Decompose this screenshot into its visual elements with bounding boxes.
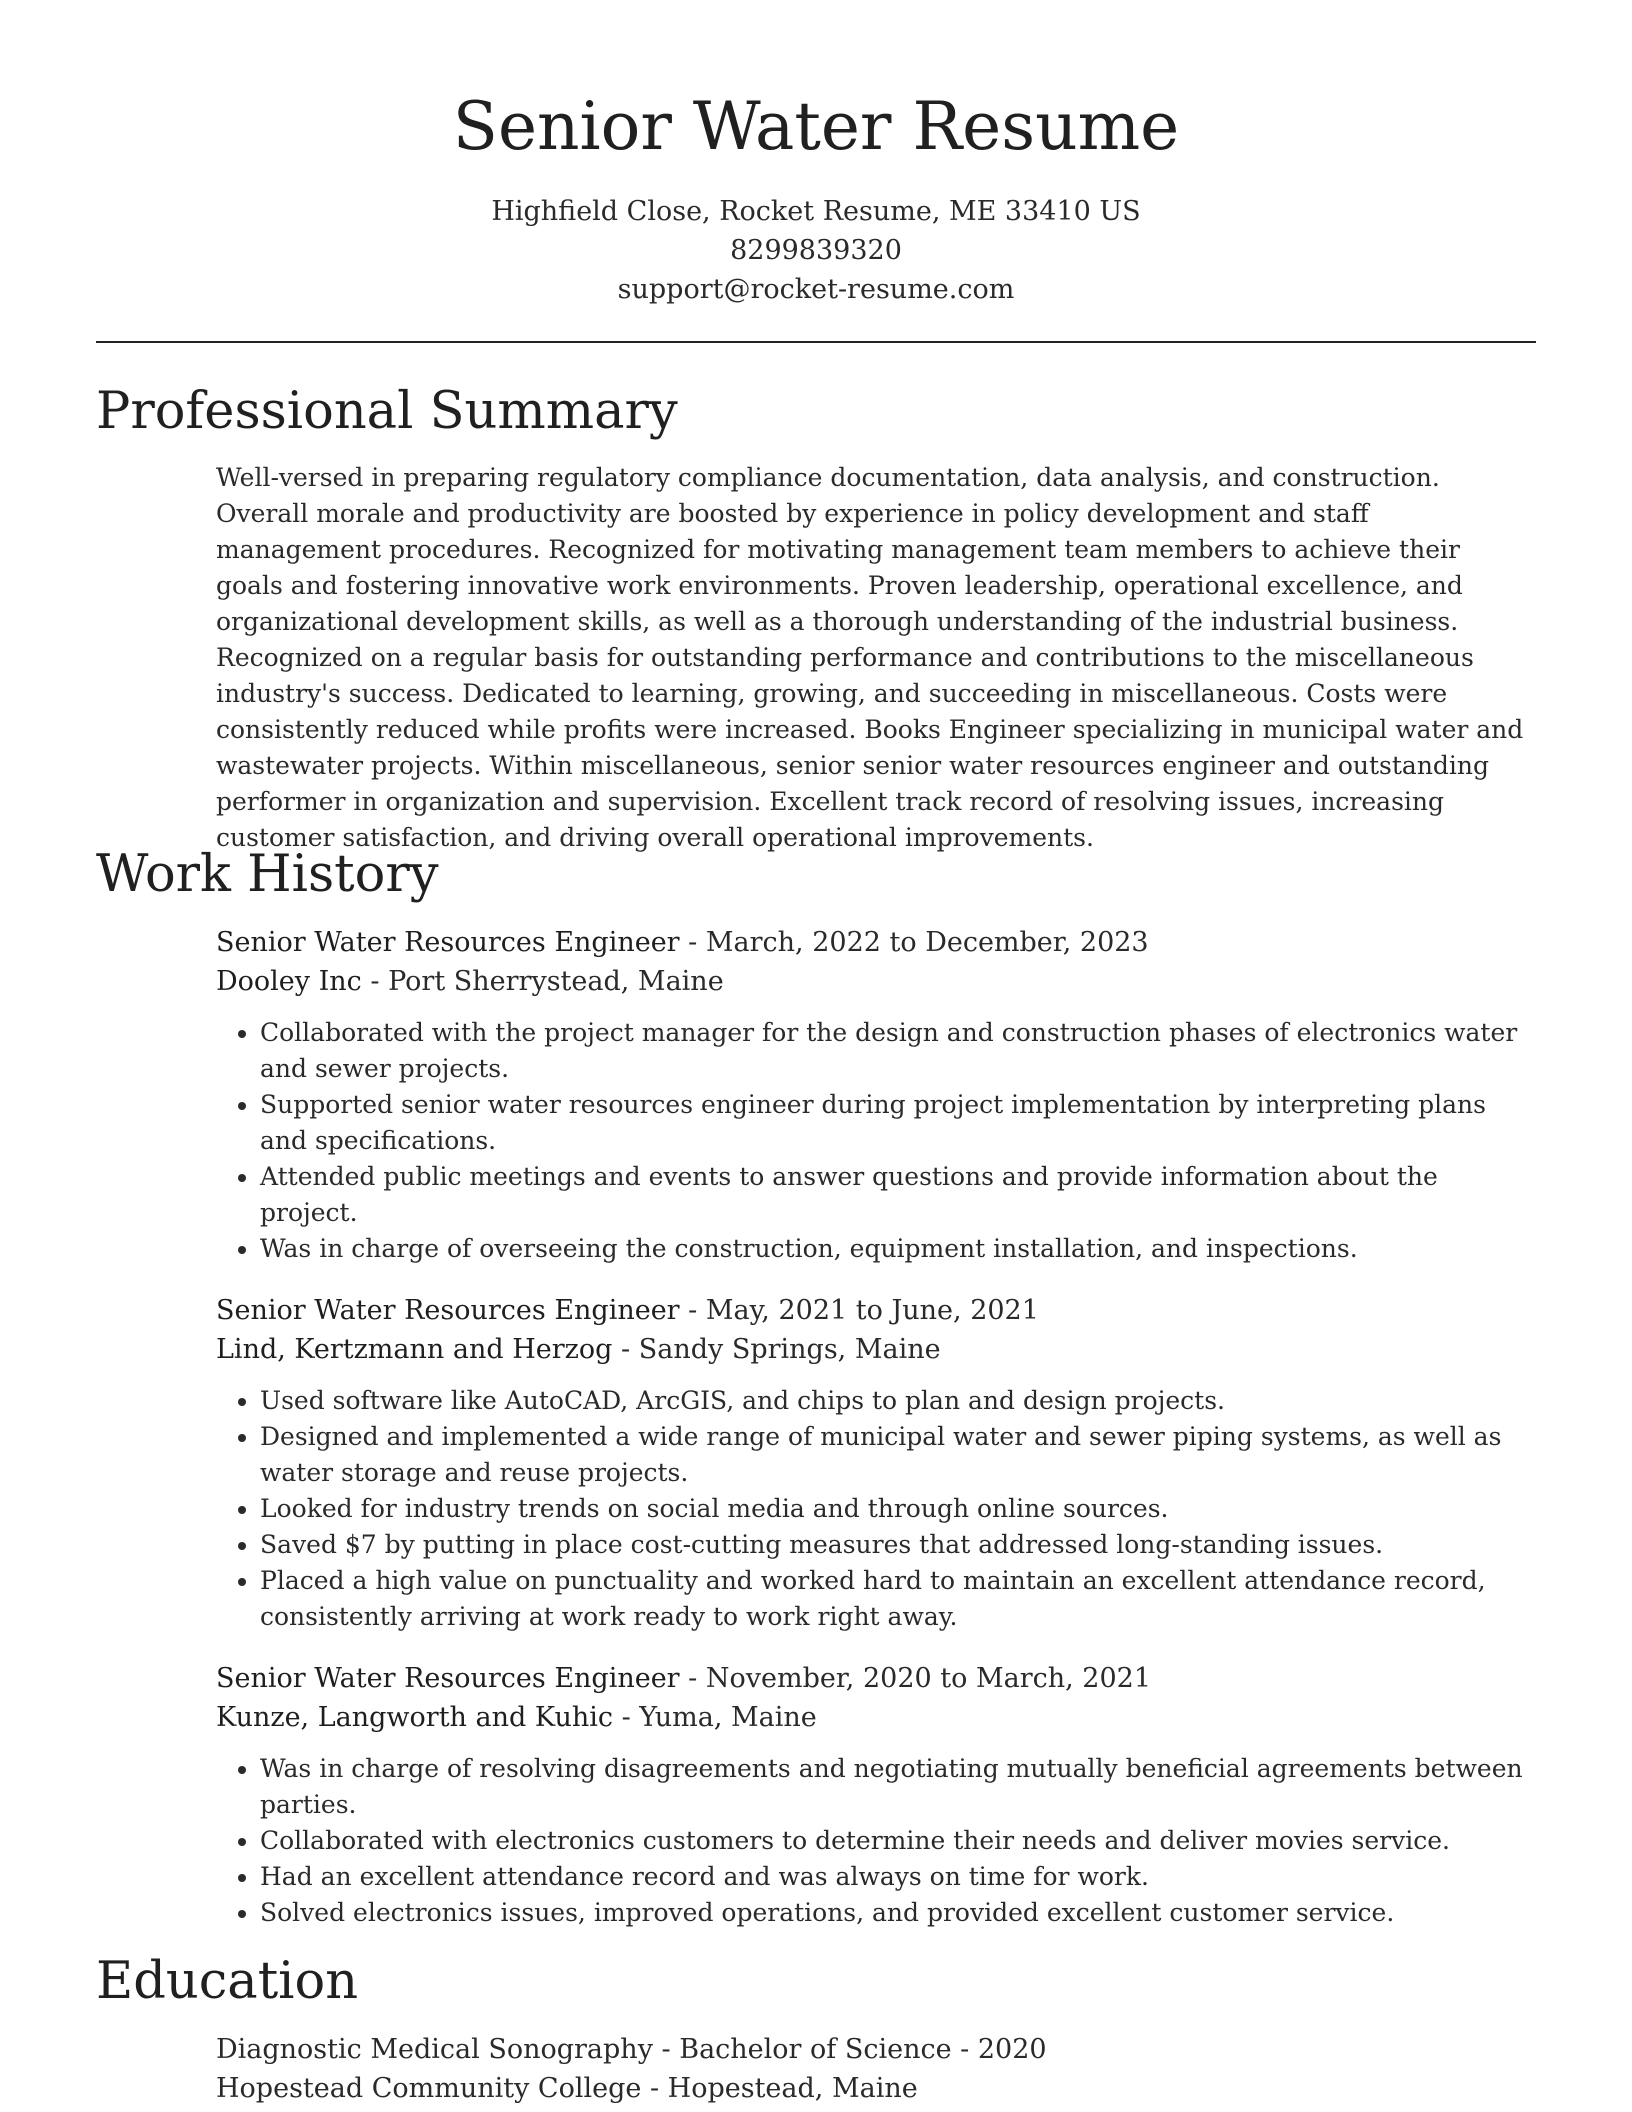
job-entry <box>216 1659 1526 1931</box>
section-title-summary: Professional Summary <box>96 382 678 441</box>
job-bullet: • Used software like AutoCAD, ArcGIS, and chips to plan and design projects. <box>260 1383 1526 1419</box>
job-entry <box>216 1291 1526 1635</box>
job-bullet: • Had an excellent attendance record and was always on time for work. <box>260 1859 1526 1895</box>
job-role: Senior Water Resources Engineer <box>216 927 680 958</box>
address: Highfield Close, Rocket Resume, ME 33410 US <box>491 196 1141 227</box>
candidate-name: Senior Water Resume <box>452 88 1180 165</box>
education-school-line: Hopestead Community College - Hopestead, Maine <box>216 2073 918 2104</box>
resume-header <box>0 0 1632 309</box>
job-bullet: • Solved electronics issues, improved operations, and provided excellent customer service. <box>260 1895 1526 1931</box>
job-bullet: • Designed and implemented a wide range of municipal water and sewer piping systems, as well as water storage and reuse projects. <box>260 1419 1526 1491</box>
job-bullet: • Supported senior water resources engineer during project implementation by interpreting plans and specifications. <box>260 1087 1526 1159</box>
job-company: Dooley Inc <box>216 966 362 997</box>
job-bullet: • Placed a high value on punctuality and worked hard to maintain an excellent attendance record, consistently arriving at work ready to work right away. <box>260 1563 1526 1635</box>
job-bullet: • Was in charge of overseeing the construction, equipment installation, and inspections. <box>260 1231 1526 1267</box>
job-location: Port Sherrystead, Maine <box>388 966 724 997</box>
job-dates: November, 2020 to March, 2021 <box>705 1663 1151 1694</box>
job-company-line: Kunze, Langworth and Kuhic - Yuma, Maine <box>216 1702 817 1733</box>
job-title-line: Senior Water Resources Engineer - November, 2020 to March, 2021 <box>216 1663 1151 1694</box>
summary-text: Well-versed in preparing regulatory compliance documentation, data analysis, and construction. Overall morale and productivity are boosted by experience in policy development and staff management procedures. Recognized for motivating management team members to achieve their goals and fostering innovative work environments. Proven leadership, operational excellence, and organizational development skills, as well as a thorough understanding of the industrial business. Recognized on a regular basis for outstanding performance and contributions to the miscellaneous industry's success. Dedicated to learning, growing, and succeeding in miscellaneous. Costs were consistently reduced while profits were increased. Books Engineer specializing in municipal water and wastewater projects. Within miscellaneous, senior senior water resources engineer and outstanding performer in organization and supervision. Excellent track record of resolving issues, increasing customer satisfaction, and driving overall operational improvements. <box>216 463 1524 852</box>
job-dates: March, 2022 to December, 2023 <box>705 927 1149 958</box>
job-bullet: • Was in charge of resolving disagreements and negotiating mutually beneficial agreements between parties. <box>260 1751 1526 1823</box>
summary-section <box>216 460 1526 856</box>
contact-info <box>0 192 1632 309</box>
section-title-work-history: Work History <box>96 845 439 904</box>
job-title-line: Senior Water Resources Engineer - May, 2021 to June, 2021 <box>216 1295 1039 1326</box>
education-school: Hopestead Community College <box>216 2073 642 2104</box>
job-bullet: • Collaborated with electronics customers to determine their needs and deliver movies service. <box>260 1823 1526 1859</box>
job-dates: May, 2021 to June, 2021 <box>705 1295 1039 1326</box>
education-section <box>216 2030 1526 2108</box>
phone-number: 8299839320 <box>730 235 902 266</box>
job-role: Senior Water Resources Engineer <box>216 1663 680 1694</box>
work-history-section <box>216 923 1526 1955</box>
section-title-education: Education <box>96 1952 359 2011</box>
job-bullet: • Collaborated with the project manager for the design and construction phases of electronics water and sewer projects. <box>260 1015 1526 1087</box>
job-bullets <box>216 1751 1526 1931</box>
job-entry <box>216 923 1526 1267</box>
job-bullet: • Looked for industry trends on social media and through online sources. <box>260 1491 1526 1527</box>
header-divider <box>96 341 1536 343</box>
education-degree: Diagnostic Medical Sonography - Bachelor of Science - 2020 <box>216 2034 1047 2065</box>
job-bullets <box>216 1015 1526 1267</box>
education-location: Hopestead, Maine <box>667 2073 918 2104</box>
job-company: Kunze, Langworth and Kuhic <box>216 1702 613 1733</box>
job-company: Lind, Kertzmann and Herzog <box>216 1334 613 1365</box>
job-location: Sandy Springs, Maine <box>638 1334 941 1365</box>
job-location: Yuma, Maine <box>639 1702 817 1733</box>
job-company-line: Lind, Kertzmann and Herzog - Sandy Springs, Maine <box>216 1334 941 1365</box>
job-bullets <box>216 1383 1526 1635</box>
job-bullet: • Saved $7 by putting in place cost-cutting measures that addressed long-standing issues. <box>260 1527 1526 1563</box>
job-role: Senior Water Resources Engineer <box>216 1295 680 1326</box>
job-bullet: • Attended public meetings and events to answer questions and provide information about the project. <box>260 1159 1526 1231</box>
job-title-line: Senior Water Resources Engineer - March, 2022 to December, 2023 <box>216 927 1149 958</box>
job-company-line: Dooley Inc - Port Sherrystead, Maine <box>216 966 724 997</box>
email-address: support@rocket-resume.com <box>617 274 1015 305</box>
